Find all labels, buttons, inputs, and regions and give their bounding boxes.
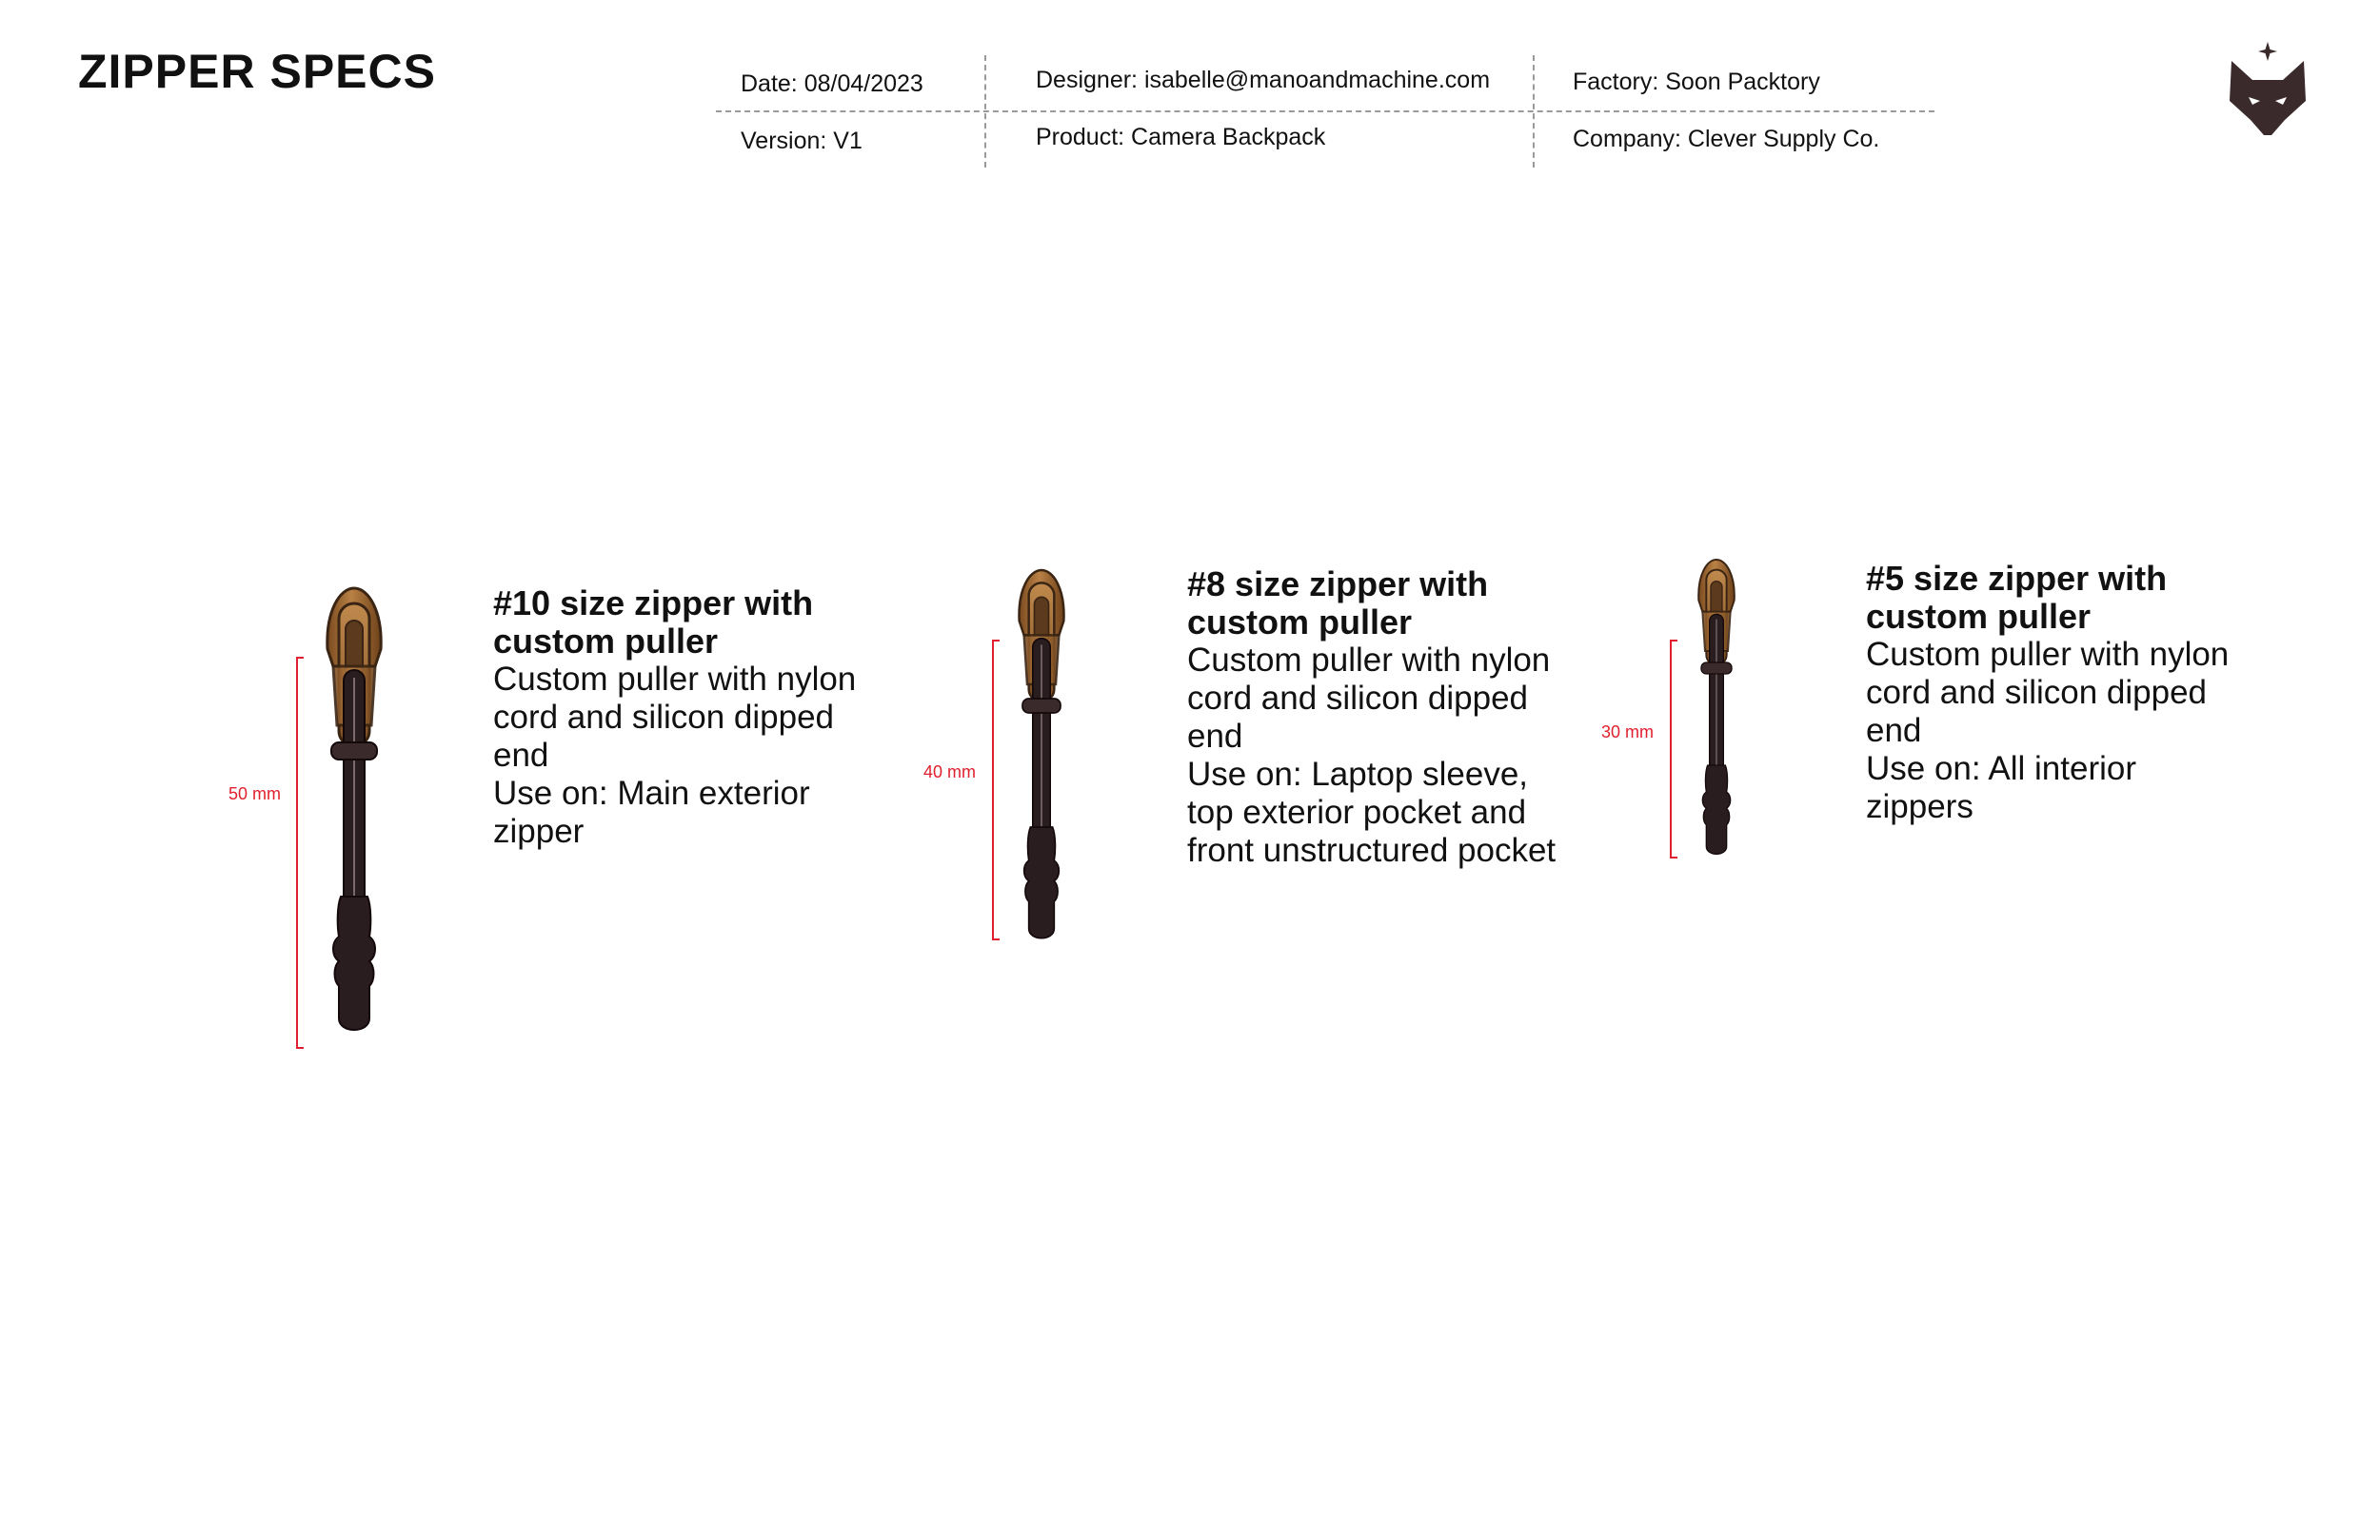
spec-title: #10 size zipper with custom puller: [493, 583, 814, 661]
spec-metadata-table: [716, 55, 1934, 169]
meta-factory: Factory: Soon Packtory: [1573, 69, 1820, 95]
zipper-spec-8: [1187, 565, 1568, 870]
zipper-spec-5: [1866, 560, 2247, 826]
meta-company: Company: Clever Supply Co.: [1573, 126, 1880, 152]
metadata-divider-vertical: [1533, 55, 1535, 168]
dimension-bracket: [992, 640, 1000, 940]
zipper-spec-10: [493, 584, 874, 851]
meta-date: Date: 08/04/2023: [741, 70, 923, 97]
page-title: ZIPPER SPECS: [78, 45, 436, 98]
dimension-label: 40 mm: [923, 762, 977, 781]
fox-logo-icon: [2228, 42, 2308, 137]
spec-use: Use on: Main exterior zipper: [493, 775, 810, 850]
meta-version: Version: V1: [741, 128, 863, 154]
spec-title: #5 size zipper with custom puller: [1866, 559, 2168, 636]
dimension-bracket: [1670, 640, 1677, 859]
zipper-8-illustration: [1002, 565, 1081, 946]
spec-description: Custom puller with nylon cord and silicon dipped end: [1866, 636, 2230, 749]
dimension-label: 30 mm: [1601, 722, 1655, 741]
zipper-5-illustration: [1681, 556, 1752, 860]
spec-title: #8 size zipper with custom puller: [1187, 564, 1489, 642]
meta-designer: Designer: isabelle@manoandmachine.com: [1036, 67, 1491, 93]
spec-use: Use on: Laptop sleeve, top exterior pocket and front unstructured pocket: [1187, 756, 1557, 869]
spec-description: Custom puller with nylon cord and silicon dipped end: [1187, 642, 1551, 755]
dimension-bracket: [296, 657, 304, 1049]
zipper-10-illustration: [307, 582, 402, 1039]
meta-product: Product: Camera Backpack: [1036, 124, 1326, 150]
spec-use: Use on: All interior zippers: [1866, 750, 2137, 825]
metadata-divider-horizontal: [716, 110, 1934, 112]
dimension-label: 50 mm: [228, 784, 282, 803]
spec-description: Custom puller with nylon cord and silicon dipped end: [493, 661, 857, 774]
metadata-divider-vertical: [984, 55, 986, 168]
